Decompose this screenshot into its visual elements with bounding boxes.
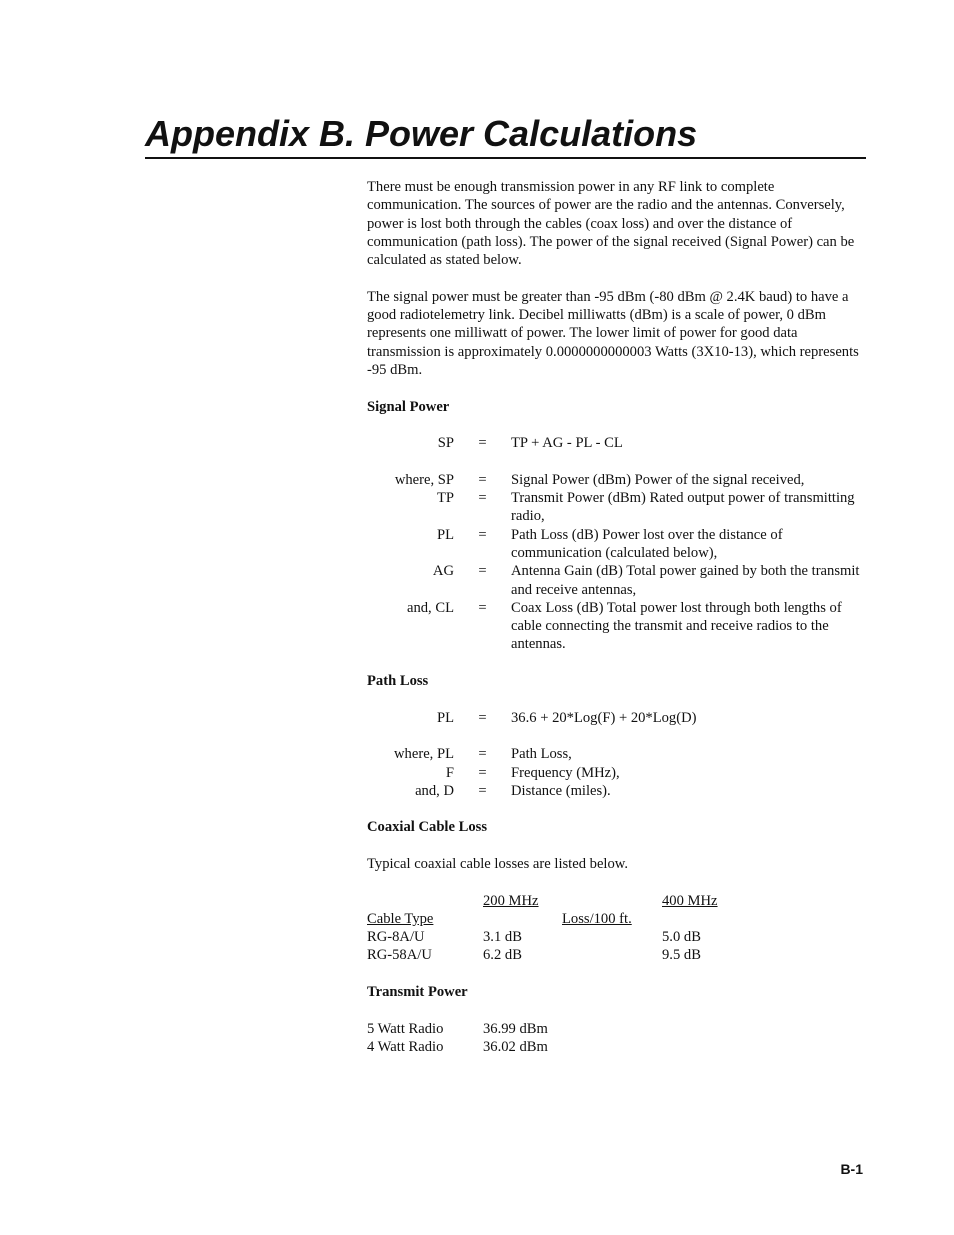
page-number: B-1: [840, 1161, 863, 1177]
col-loss: Loss/100 ft.: [562, 910, 632, 927]
equation-row: SP = TP + AG - PL - CL: [437, 435, 623, 452]
table-row: RG-8A/U 3.1 dB 5.0 dB: [367, 929, 701, 946]
definition-row: and, D = Distance (miles).: [415, 782, 611, 799]
transmit-power-table: [367, 1020, 548, 1057]
equation-row: PL = 36.6 + 20*Log(F) + 20*Log(D): [436, 709, 697, 726]
coax-loss-table: [367, 892, 742, 965]
definition-row: where, PL = Path Loss,: [394, 746, 572, 763]
coax-intro: Typical coaxial cable losses are listed below.: [367, 855, 629, 872]
col-200mhz: 200 MHz: [483, 892, 539, 909]
table-row: 5 Watt Radio 36.99 dBm: [367, 1020, 548, 1037]
definition-row: PL = Path Loss (dB) Power lost over the distance of communication (calculated below),: [436, 526, 783, 561]
coax-heading: Coaxial Cable Loss: [367, 819, 488, 836]
transmit-power-heading: Transmit Power: [367, 984, 468, 1001]
col-cable-type: Cable Type: [367, 910, 434, 927]
definition-row: where, SP = Signal Power (dBm) Power of the signal received,: [394, 471, 805, 488]
definition-row: and, CL = Coax Loss (dB) Total power lost through both lengths of cable connecting the transmit and receive radios to the antennas.: [406, 599, 842, 653]
table-row: RG-58A/U 6.2 dB 9.5 dB: [367, 947, 701, 964]
definition-row: AG = Antenna Gain (dB) Total power gained by both the transmit and receive antennas,: [432, 563, 860, 598]
definition-row: F = Frequency (MHz),: [445, 764, 620, 781]
intro-paragraph-1: There must be enough transmission power in any RF link to complete communication. The sources of power are the radio and the antennas. Conversely, power is lost both through the cables (coax loss) and over the distance of communication (path loss). The power of the signal received (Signal Power) can be calculated as stated below.: [367, 179, 855, 269]
page-title: Appendix B. Power Calculations: [145, 112, 866, 159]
intro-paragraph-2: The signal power must be greater than -95 dBm (-80 dBm @ 2.4K baud) to have a good radiotelemetry link. Decibel milliwatts (dBm) is a scale of power, 0 dBm represents one milliwatt of power. The lower limit of power for good data transmission is approximately 0.0000000000003 Watts (3X10-13), which represents -95 dBm.: [367, 288, 859, 378]
table-row: 4 Watt Radio 36.02 dBm: [367, 1038, 548, 1055]
path-loss-heading: Path Loss: [367, 673, 429, 690]
path-loss-equation: [327, 709, 866, 800]
signal-power-heading: Signal Power: [367, 398, 450, 415]
table-header-row: [367, 910, 742, 928]
signal-power-equation: [327, 434, 866, 654]
table-header-row: [367, 892, 742, 910]
definition-row: TP = Transmit Power (dBm) Rated output power of transmitting radio,: [436, 490, 855, 525]
col-400mhz: 400 MHz: [662, 892, 718, 909]
page-content: [367, 178, 866, 1075]
